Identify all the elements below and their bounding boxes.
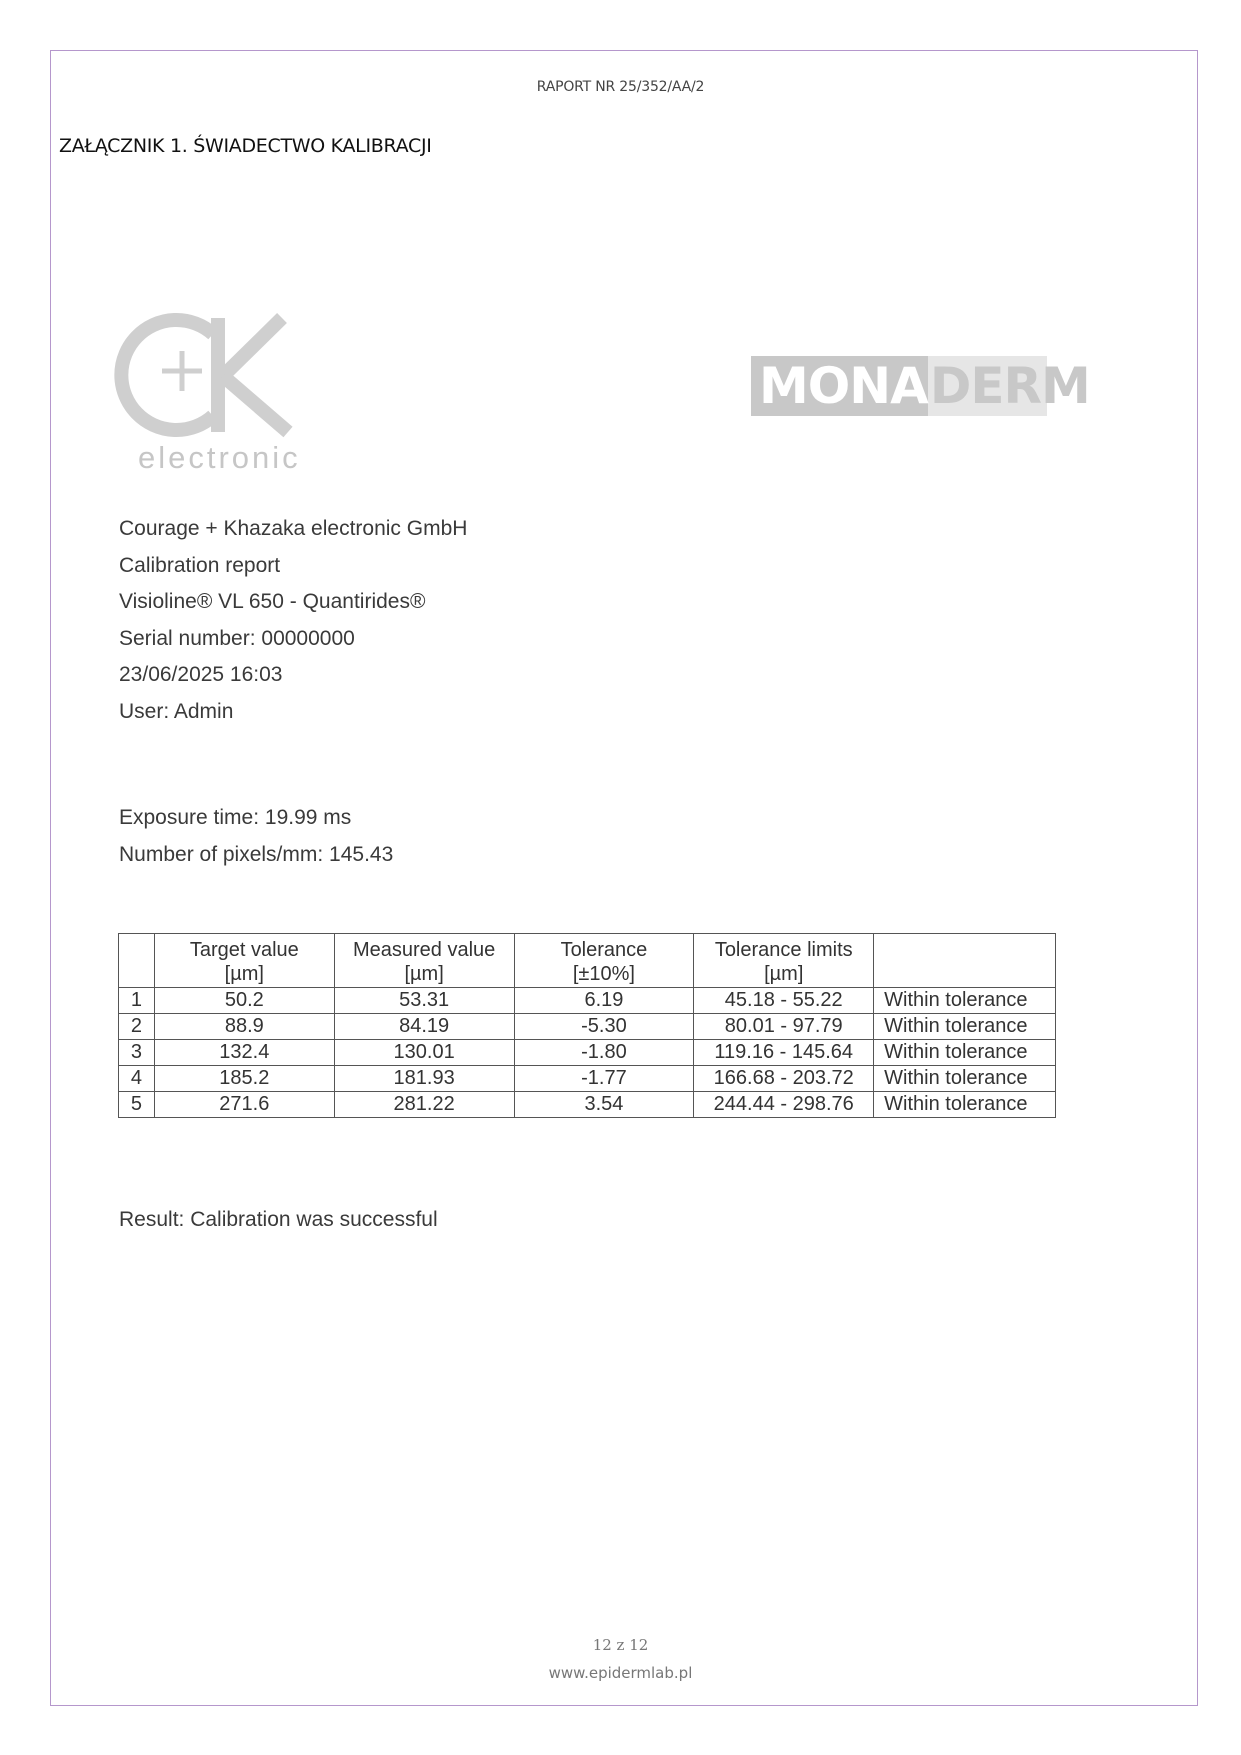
report-type: Calibration report	[119, 553, 281, 577]
cell-measured: 53.31	[334, 988, 514, 1014]
timestamp: 23/06/2025 16:03	[119, 663, 283, 687]
ck-ring	[121, 320, 213, 430]
table-row	[119, 1014, 1056, 1040]
serial-number: Serial number: 00000000	[119, 626, 355, 650]
measurement-info-block	[119, 800, 393, 873]
device-model: Visioline® VL 650 - Quantirides®	[119, 590, 426, 614]
col-header-status	[874, 934, 1056, 988]
col-header-limits: Tolerance limits [µm]	[694, 934, 874, 988]
exposure-time: Exposure time: 19.99 ms	[119, 806, 352, 829]
cell-target: 132.4	[154, 1040, 334, 1066]
cell-target: 185.2	[154, 1066, 334, 1092]
cell-tolerance: -1.77	[514, 1066, 694, 1092]
cell-tolerance: -5.30	[514, 1014, 694, 1040]
table-row	[119, 1040, 1056, 1066]
cell-status: Within tolerance	[874, 1066, 1056, 1092]
cell-target: 88.9	[154, 1014, 334, 1040]
ck-logo-text: electronic	[138, 440, 301, 475]
cell-measured: 181.93	[334, 1066, 514, 1092]
cell-limits: 166.68 - 203.72	[694, 1066, 874, 1092]
monaderm-logo	[751, 356, 1090, 416]
cell-index: 5	[119, 1092, 155, 1118]
ck-electronic-logo	[120, 300, 310, 475]
table-row	[119, 1066, 1056, 1092]
monaderm-logo-part1: MONA	[751, 356, 928, 416]
cell-limits: 45.18 - 55.22	[694, 988, 874, 1014]
cell-status: Within tolerance	[874, 1040, 1056, 1066]
table-row	[119, 988, 1056, 1014]
col-header-target: Target value [µm]	[154, 934, 334, 988]
website-url: www.epidermlab.pl	[548, 1664, 693, 1682]
cell-tolerance: 6.19	[514, 988, 694, 1014]
manufacturer: Courage + Khazaka electronic GmbH	[119, 517, 468, 540]
cell-limits: 119.16 - 145.64	[694, 1040, 874, 1066]
col-header-index	[119, 934, 155, 988]
device-info-block	[119, 511, 467, 731]
cell-index: 3	[119, 1040, 155, 1066]
user: User: Admin	[119, 699, 234, 723]
calibration-table	[118, 933, 1056, 1118]
cell-tolerance: -1.80	[514, 1040, 694, 1066]
cell-measured: 130.01	[334, 1040, 514, 1066]
cell-index: 2	[119, 1014, 155, 1040]
table-header-row	[119, 934, 1056, 988]
cell-index: 1	[119, 988, 155, 1014]
cell-target: 50.2	[154, 988, 334, 1014]
col-header-measured: Measured value [µm]	[334, 934, 514, 988]
cell-limits: 244.44 - 298.76	[694, 1092, 874, 1118]
cell-target: 271.6	[154, 1092, 334, 1118]
calibration-result: Result: Calibration was successful	[119, 1208, 438, 1231]
cell-status: Within tolerance	[874, 988, 1056, 1014]
page-number: 12 z 12	[592, 1636, 649, 1654]
cell-index: 4	[119, 1066, 155, 1092]
pixels-per-mm: Number of pixels/mm: 145.43	[119, 842, 394, 866]
report-number: RAPORT NR 25/352/AA/2	[536, 79, 705, 95]
cell-status: Within tolerance	[874, 1014, 1056, 1040]
cell-measured: 84.19	[334, 1014, 514, 1040]
col-header-tolerance: Tolerance [±10%]	[514, 934, 694, 988]
cell-status: Within tolerance	[874, 1092, 1056, 1118]
k-arm-upper	[223, 318, 282, 376]
monaderm-logo-part2: DERM	[929, 357, 1090, 415]
cell-tolerance: 3.54	[514, 1092, 694, 1118]
cell-limits: 80.01 - 97.79	[694, 1014, 874, 1040]
page-frame	[50, 50, 1198, 1706]
annex-title: ZAŁĄCZNIK 1. ŚWIADECTWO KALIBRACJI	[59, 135, 432, 157]
k-arm-lower	[223, 376, 288, 432]
cell-measured: 281.22	[334, 1092, 514, 1118]
table-row	[119, 1092, 1056, 1118]
